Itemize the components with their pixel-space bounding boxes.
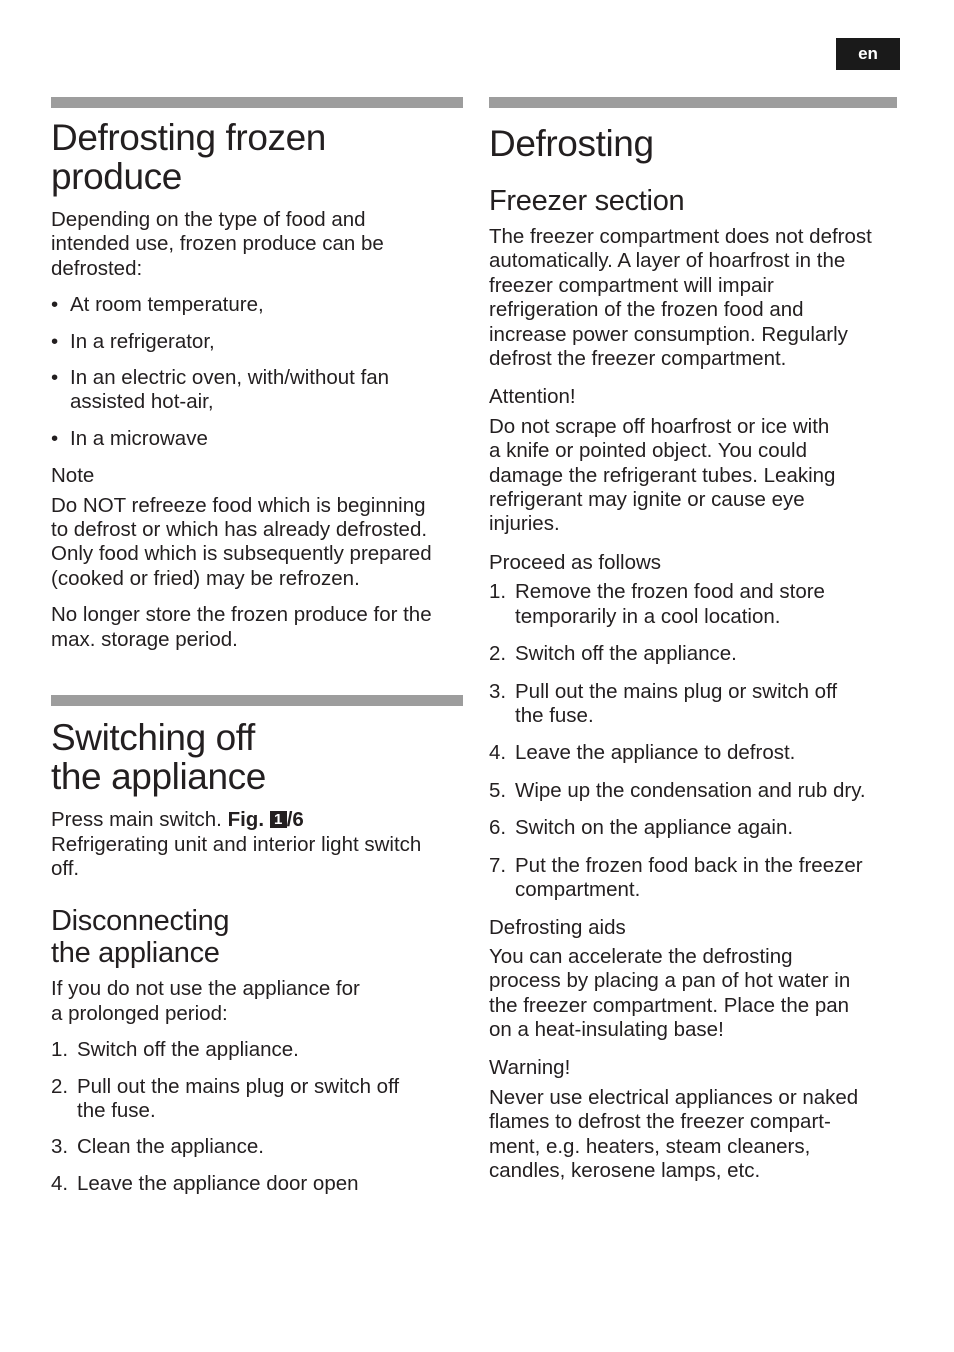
defrosting-aids-heading: Defrosting aids xyxy=(489,916,626,940)
list-item: 1. Remove the frozen food and store temporarily in a cool location. xyxy=(489,580,825,628)
defrosting-title: Defrosting xyxy=(489,123,654,164)
list-item: 3. Pull out the mains plug or switch off the fuse. xyxy=(489,679,838,727)
list-item: • At room temperature, xyxy=(51,293,264,317)
freezer-text: The freezer compartment does not defrost automatically. A layer of hoarfrost in the freezer compartment will impair refrigeration of the frozen food and increase power consumption. Regularly defrost the freezer compartment. xyxy=(489,225,872,371)
list-item: 3. Clean the appliance. xyxy=(51,1135,264,1159)
attention-heading: Attention! xyxy=(489,385,576,409)
list-item: • In an electric oven, with/without fan assisted hot-air, xyxy=(51,366,390,414)
disconnecting-title: Disconnecting the appliance xyxy=(51,905,230,970)
section-rule xyxy=(489,97,897,108)
warning-heading: Warning! xyxy=(489,1056,571,1080)
figure-number-badge: 1 xyxy=(270,811,287,828)
defrost-methods-list xyxy=(51,293,463,451)
list-item: 1. Switch off the appliance. xyxy=(51,1038,299,1062)
list-item: 6. Switch on the appliance again. xyxy=(489,816,794,840)
proceed-heading: Proceed as follows xyxy=(489,550,662,574)
list-item: 2. Switch off the appliance. xyxy=(489,642,737,666)
warning-text: Never use electrical appliances or naked flames to defrost the freezer compart- ment, e.g. heaters, steam cleaners, candles, kerosene lamps, etc. xyxy=(489,1085,859,1182)
list-item: 7. Put the frozen food back in the freezer compartment. xyxy=(489,853,863,901)
list-item: 5. Wipe up the condensation and rub dry. xyxy=(489,778,866,802)
list-item: 4. Leave the appliance to defrost. xyxy=(489,741,796,765)
defrosting-frozen-title: Defrosting frozen produce xyxy=(51,117,326,197)
disconnect-steps xyxy=(51,1038,463,1196)
section-rule xyxy=(51,97,463,108)
list-item: • In a refrigerator, xyxy=(51,329,215,353)
attention-text: Do not scrape off hoarfrost or ice with a knife or pointed object. You could damage the refrigerant tubes. Leaking refrigerant may ignite or cause eye injuries. xyxy=(489,414,836,536)
defrost-steps xyxy=(489,580,904,902)
list-item: • In a microwave xyxy=(51,426,208,450)
storage-text: No longer store the frozen produce for the max. storage period. xyxy=(51,603,432,651)
disconnect-intro: If you do not use the appliance for a prolonged period: xyxy=(51,977,360,1025)
switch-off-text: Press main switch. Fig. 1 /6 Refrigerating unit and interior light switch off. xyxy=(51,808,422,880)
note-text: Do NOT refreeze food which is beginning to defrost or which has already defrosted. Only food which is subsequently prepared (cooked or fried) may be refrozen. xyxy=(51,493,432,590)
section-rule xyxy=(51,695,463,706)
switching-off-title: Switching off the appliance xyxy=(51,717,266,798)
right-column xyxy=(489,97,904,1183)
note-heading: Note xyxy=(51,464,95,488)
defrost-intro: Depending on the type of food and intended use, frozen produce can be defrosted: xyxy=(51,208,384,280)
language-badge: en xyxy=(836,38,900,70)
defrosting-aids-text: You can accelerate the defrosting process by placing a pan of hot water in the freezer compartment. Place the pan on a heat-insulating base! xyxy=(489,944,851,1041)
freezer-section-heading: Freezer section xyxy=(489,185,685,217)
list-item: 2. Pull out the mains plug or switch off the fuse. xyxy=(51,1074,400,1122)
list-item: 4. Leave the appliance door open xyxy=(51,1171,359,1195)
left-column xyxy=(51,97,463,1196)
